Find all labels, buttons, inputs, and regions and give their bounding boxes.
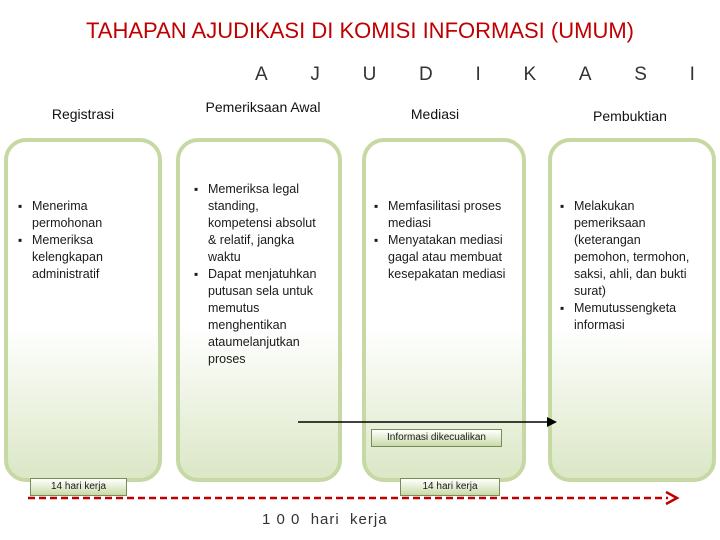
ajudikasi-letter: A (255, 64, 268, 85)
list-item: ▪ Menyatakan mediasi gagal atau membuat kesepakatan mediasi (374, 232, 508, 283)
ajudikasi-letter: I (475, 64, 481, 85)
ajudikasi-letter: U (362, 64, 377, 85)
list-item: ▪ Memeriksa kelengkapan administratif (18, 232, 128, 283)
ajudikasi-letter: A (578, 64, 592, 85)
ajudikasi-letter: D (419, 64, 433, 85)
ajudikasi-letter: K (523, 64, 537, 85)
stage-label-registrasi: Registrasi (51, 106, 115, 122)
informasi-dikecualikan-label: Informasi dikecualikan (371, 429, 502, 447)
info-dikecualikan-arrowhead (547, 417, 557, 427)
list-item: ▪ Dapat menjatuhkan putusan sela untuk memutus menghentikan ataumelanjutkan proses (194, 266, 322, 368)
stage-label-pembuktian: Pembuktian (593, 108, 667, 124)
list-item: ▪ Memfasilitasi proses mediasi (374, 198, 508, 232)
list-item: ▪ Memeriksa legal standing, kompetensi absolut & relatif, jangka waktu (194, 181, 322, 266)
list-item: ▪ Menerima permohonan (18, 198, 128, 232)
ajudikasi-letter: J (310, 64, 320, 85)
list-item: ▪ Memutussengketa informasi (560, 300, 698, 334)
stage-label-mediasi: Mediasi (410, 106, 460, 122)
ajudikasi-letter: I (689, 64, 695, 85)
ajudikasi-letter: S (634, 64, 647, 85)
total-duration-label: 1 0 0 hari kerja (262, 511, 388, 528)
stage-label-pemeriksaan-awal: Pemeriksaan Awal (205, 99, 321, 115)
page-title: TAHAPAN AJUDIKASI DI KOMISI INFORMASI (UMUM) (85, 18, 634, 43)
hari-kerja-right-label: 14 hari kerja (400, 478, 500, 496)
hari-kerja-left-label: 14 hari kerja (30, 478, 127, 496)
list-item: ▪ Melakukan pemeriksaan (keterangan pemohon, termohon, saksi, ahli, dan bukti surat) (560, 198, 698, 300)
